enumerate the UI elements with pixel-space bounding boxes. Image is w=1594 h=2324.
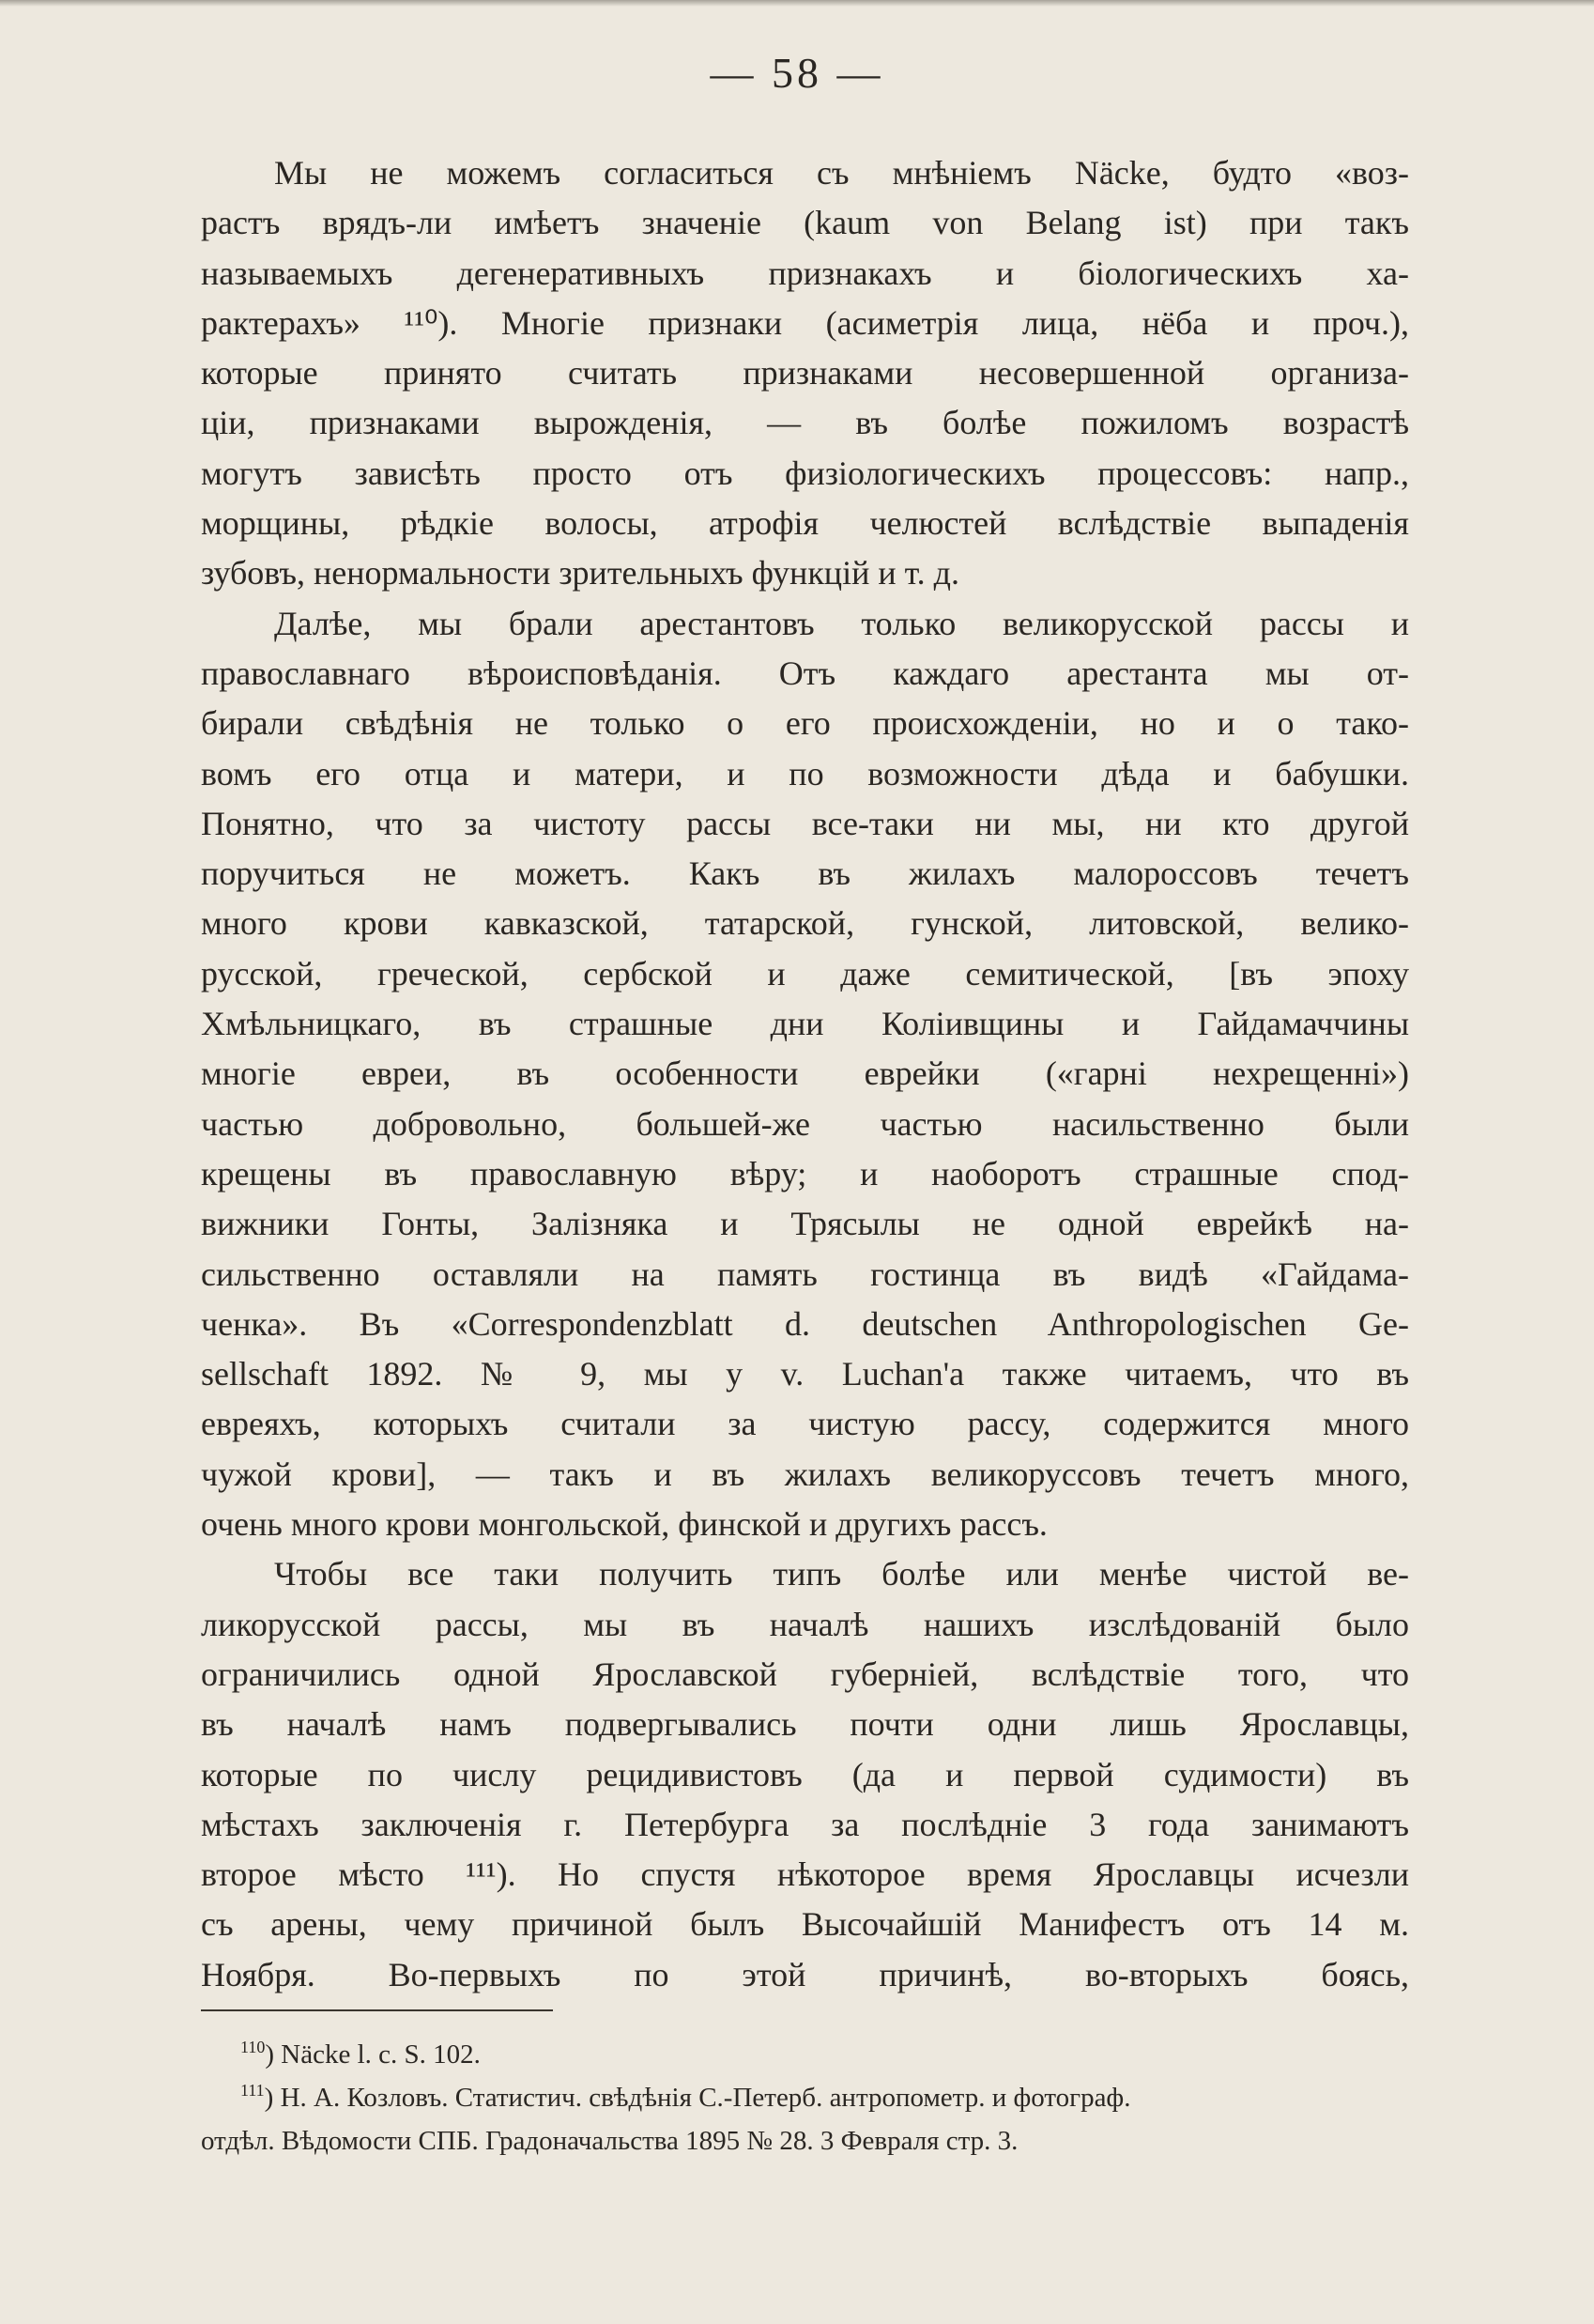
text-line: Мы не можемъ согласиться съ мнѣніемъ Näcke, будто «воз- xyxy=(274,154,1409,192)
footnote-110: $^{110}$) Näcke l. c. S. 102. xyxy=(240,2038,481,2070)
text-line: поручиться не можетъ. Какъ въ жилахъ малороссовъ течетъ xyxy=(201,854,1409,893)
text-line: Ноября. Во-первыхъ по этой причинѣ, во-вторыхъ боясь, xyxy=(201,1955,1409,1993)
text-line: морщины, рѣдкіе волосы, атрофія челюстей вслѣдствіе выпаденія xyxy=(201,504,1409,543)
text-line: русской, греческой, сербской и даже семитической, [въ эпоху xyxy=(201,954,1409,993)
text-line: второе мѣсто ¹¹¹). Но спустя нѣкоторое время Ярославцы исчезли xyxy=(201,1855,1409,1894)
footnotes xyxy=(201,2033,1409,2162)
footnote-text: Н. А. Козловъ. Статистич. свѣдѣнія С.-Петерб. антропометр. и фотограф. xyxy=(280,2083,1131,2113)
text-line: растъ врядъ-ли имѣетъ значеніе (kaum von Belang ist) при такъ xyxy=(201,204,1409,242)
footnote-divider xyxy=(201,2009,553,2011)
text-line: православнаго вѣроисповѣданія. Отъ каждаго арестанта мы от- xyxy=(201,654,1409,692)
text-line: sellschaft 1892. № 9, мы у v. Luchan'a также читаемъ, что въ xyxy=(201,1355,1409,1393)
text-line: рактерахъ» ¹¹⁰). Многіе признаки (асиметрія лица, нёба и проч.), xyxy=(201,303,1409,342)
page-top-edge xyxy=(0,0,1594,7)
text-line: вомъ его отца и матери, и по возможности дѣда и бабушки. xyxy=(201,754,1409,793)
text-line: Чтобы все таки получить типъ болѣе или менѣе чистой ве- xyxy=(274,1555,1409,1593)
text-line: могутъ зависѣть просто отъ физіологическихъ процессовъ: напр., xyxy=(201,454,1409,492)
text-line: очень много крови монгольской, финской и другихъ рассъ. xyxy=(201,1505,1048,1544)
text-line: которые принято считать признаками несовершенной организа- xyxy=(201,354,1409,392)
text-line: сильственно оставляли на память гостинца въ видѣ «Гайдама- xyxy=(201,1254,1409,1293)
text-line: многіе евреи, въ особенности еврейки («гарні нехрещенні») xyxy=(201,1054,1409,1093)
text-line: вижники Гонты, Залізняка и Трясылы не одной еврейкѣ на- xyxy=(201,1205,1409,1243)
text-line: чужой крови], — такъ и въ жилахъ великоруссовъ течетъ много, xyxy=(201,1454,1409,1493)
text-line: съ арены, чему причиной былъ Высочайшій Манифестъ отъ 14 м. xyxy=(201,1905,1409,1944)
text-line: частью добровольно, большей-же частью насильственно были xyxy=(201,1104,1409,1143)
text-line: крещены въ православную вѣру; и наоборотъ страшные спод- xyxy=(201,1154,1409,1193)
text-line: зубовъ, ненормальности зрительныхъ функцій и т. д. xyxy=(201,554,959,593)
text-line: Далѣе, мы брали арестантовъ только великорусской рассы и xyxy=(274,604,1409,642)
text-line: мѣстахъ заключенія г. Петербурга за послѣдніе 3 года занимаютъ xyxy=(201,1805,1409,1843)
body-text xyxy=(201,148,1409,2000)
footnote-number: 111 xyxy=(240,2081,265,2100)
text-line: называемыхъ дегенеративныхъ признакахъ и біологическихъ ха- xyxy=(201,254,1409,292)
footnote-number: 110 xyxy=(240,2038,266,2056)
text-line: ограничились одной Ярославской губерніей, вслѣдствіе того, что xyxy=(201,1655,1409,1693)
text-line: Хмѣльницкаго, въ страшные дни Коліивщины и Гайдамаччины xyxy=(201,1005,1409,1043)
footnote-text: Näcke l. c. S. 102. xyxy=(281,2039,481,2070)
text-line: ликорусской рассы, мы въ началѣ нашихъ изслѣдованій было xyxy=(201,1605,1409,1643)
text-line: которые по числу рецидивистовъ (да и первой судимости) въ xyxy=(201,1755,1409,1793)
text-line: много крови кавказской, татарской, гунской, литовской, велико- xyxy=(201,904,1409,943)
text-line: ціи, признаками вырожденія, — въ болѣе пожиломъ возрастѣ xyxy=(201,404,1409,442)
text-line: ченка». Въ «Correspondenzblatt d. deutschen Anthropologischen Ge- xyxy=(201,1304,1409,1343)
page-number: — 58 — xyxy=(710,49,884,97)
text-line: евреяхъ, которыхъ считали за чистую рассу, содержится много xyxy=(201,1405,1409,1443)
text-line: въ началѣ намъ подвергывались почти одни лишь Ярославцы, xyxy=(201,1705,1409,1744)
text-line: Понятно, что за чистоту рассы все-таки ни мы, ни кто другой xyxy=(201,804,1409,842)
footnote-111-continuation: отдѣл. Вѣдомости СПБ. Градоначальства 1895 № 28. 3 Февраля стр. 3. xyxy=(201,2126,1019,2156)
footnote-111: $^{111}$) Н. А. Козловъ. Статистич. свѣдѣнія С.-Петерб. антропометр. и фотограф. xyxy=(240,2081,1131,2113)
text-line: бирали свѣдѣнія не только о его происхожденіи, но и о тако- xyxy=(201,704,1409,743)
